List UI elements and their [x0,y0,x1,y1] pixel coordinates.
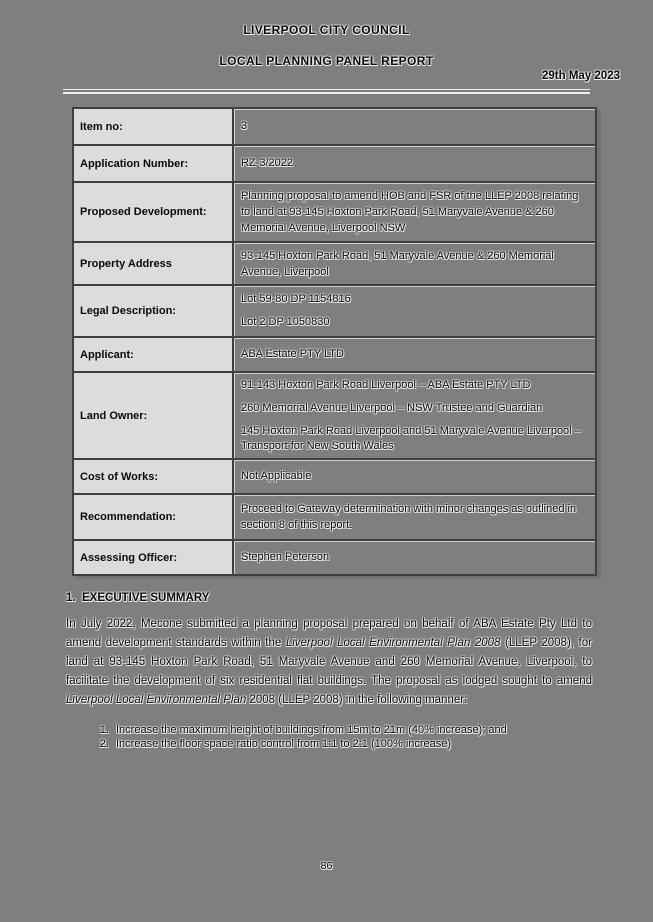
report-title: LOCAL PLANNING PANEL REPORT [219,54,434,68]
table-row [73,285,596,337]
list-item: 1. Increase the maximum height of buildings from 15m to 21m (40% increase); and [112,723,592,737]
council-title: LIVERPOOL CITY COUNCIL [243,23,410,37]
row-value [233,337,596,372]
list-item: 2. Increase the floor space ratio control from 1:1 to 2:1 (100% increase) [112,737,592,751]
row-label: Item no: [73,108,233,145]
row-value [233,182,596,242]
value-paragraph: RZ-3/2022 [241,157,293,169]
report-summary-table [72,107,597,576]
table-row [73,459,596,494]
value-paragraph: Stephen Peterson [241,551,330,563]
row-label: Recommendation: [73,494,233,540]
value-paragraph: 91-143 Hoxton Park Road Liverpool – ABA Estate PTY LTD [241,378,531,391]
summary-paragraph [66,615,592,710]
value-paragraph: Proceed to Gateway determination with minor changes as outlined in section 8 of this report. [241,503,577,531]
row-label: Cost of Works: [73,459,233,494]
table-row [73,372,596,459]
table-row [73,242,596,285]
text-segment: 2008 (LLEP 2008) in the following manner: [246,694,468,706]
italic-text-segment: Liverpool Local Environmental Plan [66,694,247,706]
document-header [0,0,653,94]
value-paragraph: Lot 59-80 DP 1154816 [241,293,351,305]
executive-summary-section [66,592,592,751]
table-row [73,337,596,372]
text-segment: In July 2022, Mecone submitted a planning proposal prepared on behalf of ABA Estate Pty Ltd to amend development standards within the [66,618,592,649]
header-divider-rule [63,89,590,94]
value-paragraph: 260 Memorial Avenue Liverpool – NSW Trustee and Guardian [241,401,543,414]
page-number: 86 [320,860,333,872]
row-value [233,285,596,337]
report-date: 29th May 2023 [542,70,620,82]
row-label: Application Number: [73,145,233,182]
row-value [233,459,596,494]
section-title: EXECUTIVE SUMMARY [82,592,210,604]
row-label: Land Owner: [73,372,233,459]
italic-text-segment: Liverpool Local Environmental Plan 2008 [285,637,501,649]
table-row [73,182,596,242]
section-heading [66,592,592,604]
value-paragraph: 93-145 Hoxton Park Road, 51 Maryvale Avenue & 260 Memorial Avenue, Liverpool [241,249,554,278]
row-value [233,372,596,459]
table-row [73,494,596,540]
text-segment: (LLEP 2008), for land at 93-145 Hoxton Park Road, 51 Maryvale Avenue and 260 Memorial Avenue, Liverpool, to facilitate the development of six residential flat buildings. The proposal as lodged sought to amend [66,637,592,687]
section-number: 1. [66,592,76,604]
value-paragraph: 145 Hoxton Park Road Liverpool and 51 Maryvale Avenue Liverpool – Transport for New South Wales [241,424,581,452]
row-label: Property Address [73,242,233,285]
row-label: Proposed Development: [73,182,233,242]
table-row [73,108,596,145]
table-row [73,540,596,575]
row-label: Legal Description: [73,285,233,337]
row-label: Assessing Officer: [73,540,233,575]
row-label: Applicant: [73,337,233,372]
value-paragraph: Not Applicable [241,470,312,482]
value-paragraph: ABA Estate PTY LTD [241,348,344,360]
row-value [233,540,596,575]
table-row [73,145,596,182]
value-paragraph: Planning proposal to amend HOB and FSR of the LLEP 2008 relating to land at 93-145 Hoxton Park Road, 51 Maryvale Avenue & 260 Memorial Avenue, Liverpool NSW [241,190,579,234]
value-paragraph: 3 [241,120,248,132]
row-value [233,242,596,285]
row-value [233,145,596,182]
row-value [233,494,596,540]
row-value [233,108,596,145]
value-paragraph: Lot 2 DP 1050830 [241,316,330,328]
amendment-list [66,723,592,751]
